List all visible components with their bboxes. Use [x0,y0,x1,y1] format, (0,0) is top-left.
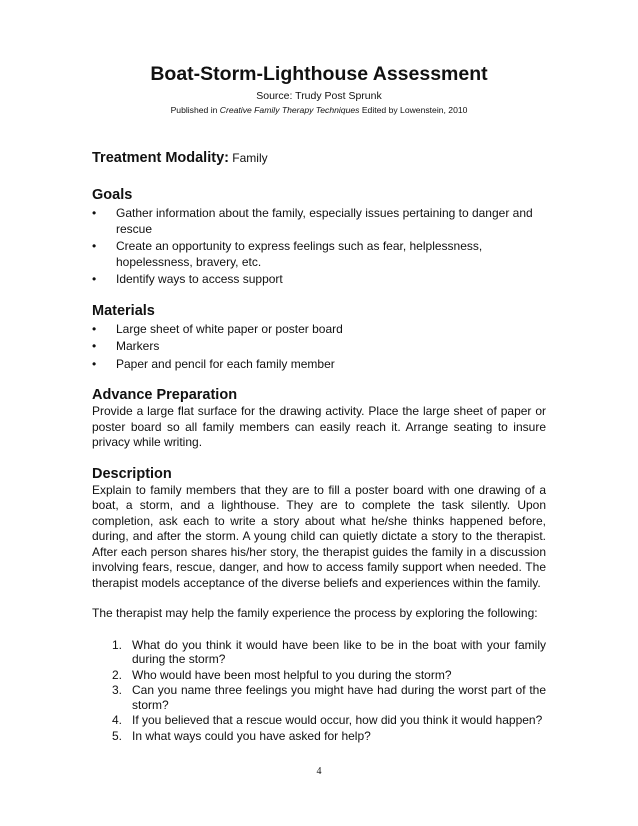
description-section [92,465,546,744]
question-number: 5. [112,728,123,743]
material-text: Markers [116,339,160,353]
bullet-icon: • [92,206,97,220]
bullet-icon: • [92,356,97,371]
goal-text: Identify ways to access support [116,272,283,286]
description-paragraph: Explain to family members that they are to fill a poster board with one drawing of a boat, a storm, and a lighthouse. They are to complete the task silently. Upon completion, ask each to write a story about what he/she thinks happened before, during, and after the storm. A young child can quietly dictate a story to the therapist. After each person shares his/her story, the therapist guides the family in a discussion involving fears, rescue, danger, and how to access family support when needed. The therapist models acceptance of the diverse beliefs and experiences within the family. [92,482,546,590]
published-suffix: Edited by Lowenstein, 2010 [359,105,468,115]
list-item [112,668,546,683]
document-title: Boat-Storm-Lighthouse Assessment [150,63,488,85]
document-page [92,62,546,744]
list-item [112,638,546,667]
question-text: If you believed that a rescue would occur, how did you think it would happen? [132,713,543,727]
published-line [92,104,546,116]
materials-section [92,302,546,373]
published-book-title: Creative Family Therapy Techniques [219,105,360,115]
page-number: 4 [316,766,322,777]
material-text: Large sheet of white paper or poster board [116,321,343,336]
materials-heading: Materials [92,302,155,319]
goal-text: Create an opportunity to express feelings such as fear, helplessness, hopelessness, bravery, etc. [116,239,483,269]
list-item [92,322,546,338]
goals-heading: Goals [92,187,133,203]
bullet-icon: • [92,321,97,336]
advance-preparation-text: Provide a large flat surface for the drawing activity. Place the large sheet of paper or poster board so all family members can easily reach it. Arrange seating to insure privacy while writing. [92,404,546,449]
list-item [92,239,546,270]
advance-preparation-heading: Advance Preparation [92,387,238,403]
bullet-icon: • [92,339,97,353]
question-number: 3. [112,683,123,697]
question-text: In what ways could you have asked for help? [132,728,371,743]
treatment-modality-value: Family [228,151,268,165]
list-item [92,339,546,355]
material-text: Paper and pencil for each family member [116,356,335,371]
list-item [92,357,546,373]
goal-text: Gather information about the family, especially issues pertaining to danger and rescue [116,206,533,236]
list-item [112,729,546,744]
bullet-icon: • [92,272,97,286]
list-item [112,713,546,728]
question-text: What do you think it would have been like to be in the boat with your family during the storm? [132,637,546,666]
question-text: Who would have been most helpful to you during the storm? [132,667,452,682]
advance-preparation-section [92,386,546,451]
question-number: 4. [112,713,123,727]
question-text: Can you name three feelings you might have had during the worst part of the storm? [132,683,546,712]
description-heading: Description [92,465,172,482]
list-item [112,683,546,712]
list-item [92,206,546,237]
treatment-modality [92,150,546,166]
questions-list [92,638,546,744]
bullet-icon: • [92,239,97,253]
list-item [92,272,546,288]
question-number: 2. [112,667,123,682]
materials-list [92,322,546,373]
goals-section [92,186,546,288]
treatment-modality-label: Treatment Modality: [92,150,229,166]
source-line: Source: Trudy Post Sprunk [256,90,382,102]
description-paragraph: The therapist may help the family experience the process by exploring the following: [92,606,538,620]
published-prefix: Published in [170,105,220,115]
goals-list [92,206,546,288]
question-number: 1. [112,637,123,652]
